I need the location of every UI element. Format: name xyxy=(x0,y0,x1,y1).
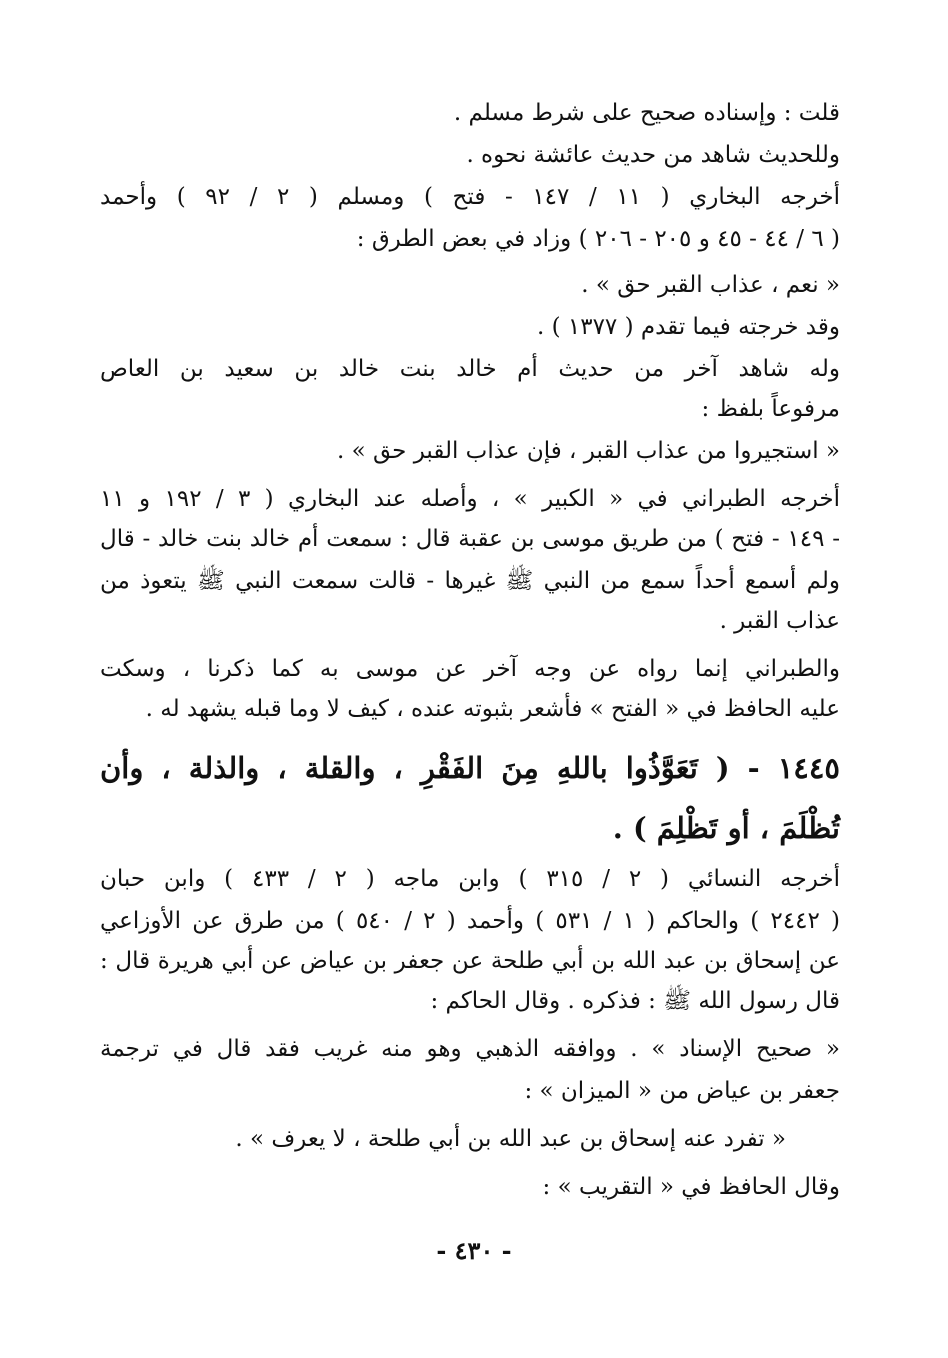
text-line: وقد خرجته فيما تقدم ( ١٣٧٧ ) . xyxy=(536,314,840,340)
page-number: - ٤٣٠ - xyxy=(436,1236,512,1265)
text-line: ولم أسمع أحداً سمع من النبي ﷺ غيرها - قالت سمعت النبي ﷺ يتعوذ من xyxy=(100,568,840,594)
text-line: « نعم ، عذاب القبر حق » . xyxy=(581,272,840,298)
hadith-heading: تُظْلَمَ ، أو تَظْلِمَ ) . xyxy=(612,811,840,845)
text-line: « صحيح الإسناد » . ووافقه الذهبي وهو منه غريب فقد قال في ترجمة xyxy=(100,1036,840,1062)
text-line: جعفر بن عياض من « الميزان » : xyxy=(524,1078,840,1104)
text-line: وله شاهد آخر من حديث أم خالد بنت خالد بن سعيد بن العاص xyxy=(100,356,840,382)
text-line: أخرجه النسائي ( ٢ / ٣١٥ ) وابن ماجه ( ٢ / ٤٣٣ ) وابن حبان xyxy=(100,866,840,892)
hadith-heading: ١٤٤٥ - ( تَعَوَّذُوا باللهِ مِنَ الفَقْرِ ، والقلة ، والذلة ، وأن xyxy=(100,751,840,785)
text-line: وللحديث شاهد من حديث عائشة نحوه . xyxy=(466,142,840,168)
text-line: عذاب القبر . xyxy=(719,608,840,634)
text-line: قال رسول الله ﷺ : فذكره . وقال الحاكم : xyxy=(430,988,840,1014)
text-line: - ١٤٩ - فتح ) من طريق موسى بن عقبة قال : سمعت أم خالد بنت خالد - قال xyxy=(100,526,840,552)
text-line: عن إسحاق بن عبد الله بن أبي طلحة عن جعفر بن عياض عن أبي هريرة قال : xyxy=(100,948,840,974)
text-line: والطبراني إنما رواه عن وجه آخر عن موسى به كما ذكرنا ، وسكت xyxy=(100,656,840,682)
text-line: مرفوعاً بلفظ : xyxy=(701,396,840,422)
text-line: ( ٢٤٤٢ ) والحاكم ( ١ / ٥٣١ ) وأحمد ( ٢ / ٥٤٠ ) من طرق عن الأوزاعي xyxy=(100,908,841,934)
text-line: أخرجه البخاري ( ١١ / ١٤٧ - فتح ) ومسلم ( ٢ / ٩٢ ) وأحمد xyxy=(100,184,841,210)
text-line: قلت : وإسناده صحيح على شرط مسلم . xyxy=(453,100,840,126)
text-line: ( ٦ / ٤٤ - ٤٥ و ٢٠٥ - ٢٠٦ ) وزاد في بعض الطرق : xyxy=(356,226,840,252)
text-line: أخرجه الطبراني في « الكبير » ، وأصله عند البخاري ( ٣ / ١٩٢ و ١١ xyxy=(100,486,840,512)
quote-line: « تفرد عنه إسحاق بن عبد الله بن أبي طلحة ، لا يعرف » . xyxy=(235,1126,786,1152)
text-line: عليه الحافظ في « الفتح » فأشعر بثبوته عنده ، كيف لا وما قبله يشهد له . xyxy=(145,696,840,722)
text-line: وقال الحافظ في « التقريب » : xyxy=(542,1174,840,1200)
text-line: « استجيروا من عذاب القبر ، فإن عذاب القبر حق » . xyxy=(336,438,840,464)
